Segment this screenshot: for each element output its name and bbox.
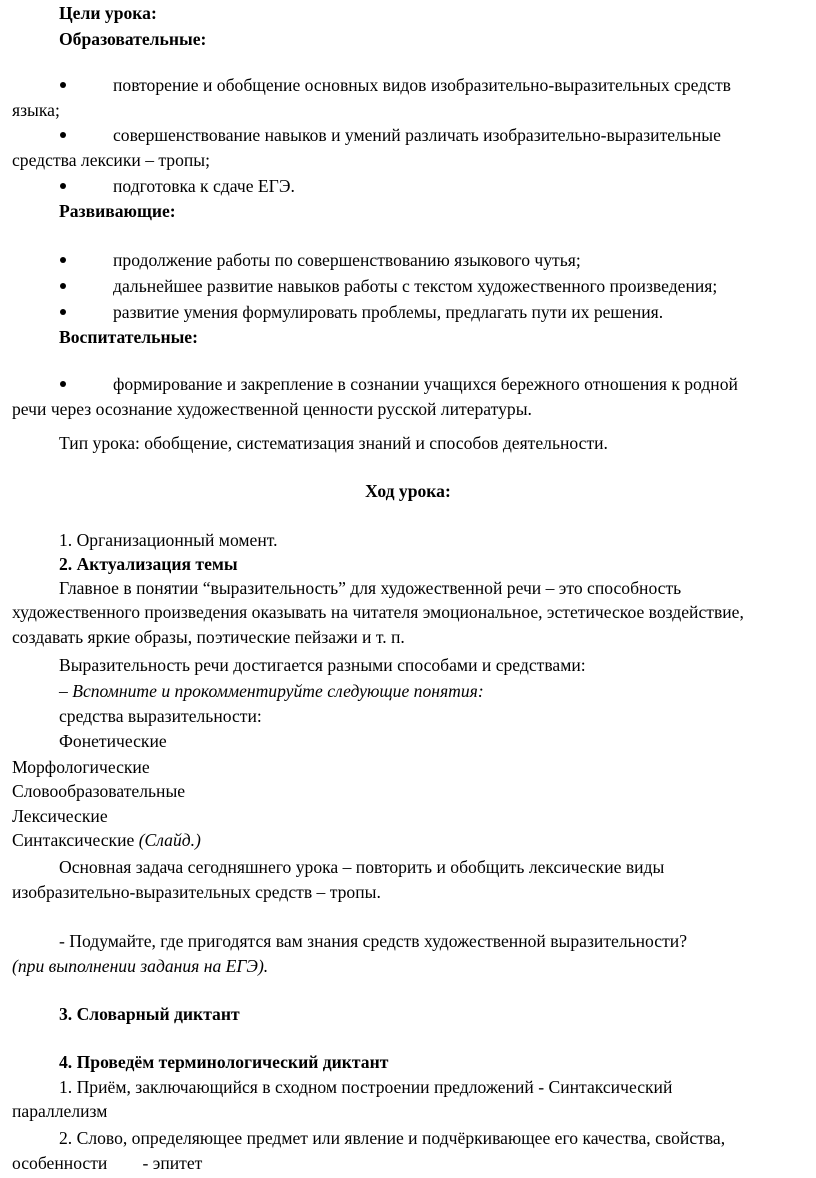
question: - Подумайте, где пригодятся вам знания средств художественной выразительности? — [59, 931, 688, 951]
upbringing-item-line-2: речи через осознание художественной ценности русской литературы. — [12, 399, 532, 419]
step-1: 1. Организационный момент. — [59, 530, 278, 550]
step-4-heading: 4. Проведём терминологический диктант — [59, 1052, 389, 1072]
paragraph-3: – Вспомните и прокомментируйте следующие понятия: — [59, 681, 484, 701]
educational-item-2-line-1: совершенствование навыков и умений различать изобразительно-выразительные — [113, 125, 721, 145]
educational-item-1-line-1: повторение и обобщение основных видов изобразительно-выразительных средств — [113, 75, 731, 95]
term-2-line-2: особенности - эпитет — [12, 1153, 203, 1173]
paragraph-1-line-1: Главное в понятии “выразительность” для художественной речи – это способность — [59, 578, 682, 598]
paragraph-2: Выразительность речи достигается разными способами и средствами: — [59, 655, 586, 675]
educational-item-1-line-2: языка; — [12, 100, 60, 120]
means-morphological: Морфологические — [12, 757, 150, 777]
bullet-icon — [60, 82, 66, 88]
task-line-1: Основная задача сегодняшнего урока – повторить и обобщить лексические виды — [59, 857, 665, 877]
task-line-2: изобразительно-выразительных средств – тропы. — [12, 882, 381, 902]
term-2-line-1: 2. Слово, определяющее предмет или явление и подчёркивающее его качества, свойства, — [59, 1128, 726, 1148]
course-title: Ход урока: — [365, 481, 451, 501]
slide-note: (Слайд.) — [138, 830, 201, 850]
developing-item-1: продолжение работы по совершенствованию языкового чутья; — [113, 250, 581, 270]
upbringing-heading: Воспитательные: — [59, 327, 198, 347]
upbringing-item-line-1: формирование и закрепление в сознании учащихся бережного отношения к родной — [113, 374, 738, 394]
bullet-icon — [60, 257, 66, 263]
paragraph-4: средства выразительности: — [59, 706, 262, 726]
term-1-line-2: параллелизм — [12, 1101, 108, 1121]
bullet-icon — [60, 283, 66, 289]
lesson-type: Тип урока: обобщение, систематизация знаний и способов деятельности. — [59, 433, 608, 453]
means-syntactic — [12, 830, 201, 850]
educational-heading: Образовательные: — [59, 29, 207, 49]
bullet-icon — [60, 132, 66, 138]
step-2-heading: 2. Актуализация темы — [59, 554, 238, 574]
step-3-heading: 3. Словарный диктант — [59, 1004, 240, 1024]
goals-title: Цели урока: — [59, 3, 157, 23]
bullet-icon — [60, 309, 66, 315]
question-note: (при выполнении задания на ЕГЭ). — [12, 956, 269, 976]
means-lexical: Лексические — [12, 806, 108, 826]
educational-item-3: подготовка к сдаче ЕГЭ. — [113, 176, 295, 196]
bullet-icon — [60, 381, 66, 387]
means-phonetic: Фонетические — [59, 731, 167, 751]
developing-item-3: развитие умения формулировать проблемы, предлагать пути их решения. — [113, 302, 664, 322]
means-word-formation: Словообразовательные — [12, 781, 186, 801]
term-1-line-1: 1. Приём, заключающийся в сходном построении предложений - Синтаксический — [59, 1077, 673, 1097]
paragraph-1-line-2: художественного произведения оказывать на читателя эмоциональное, эстетическое воздействие, — [12, 602, 744, 622]
developing-item-2: дальнейшее развитие навыков работы с текстом художественного произведения; — [113, 276, 718, 296]
developing-heading: Развивающие: — [59, 201, 176, 221]
bullet-icon — [60, 183, 66, 189]
educational-item-2-line-2: средства лексики – тропы; — [12, 150, 211, 170]
paragraph-1-line-3: создавать яркие образы, поэтические пейзажи и т. п. — [12, 627, 405, 647]
means-syntactic-word: Синтаксические — [12, 830, 139, 850]
